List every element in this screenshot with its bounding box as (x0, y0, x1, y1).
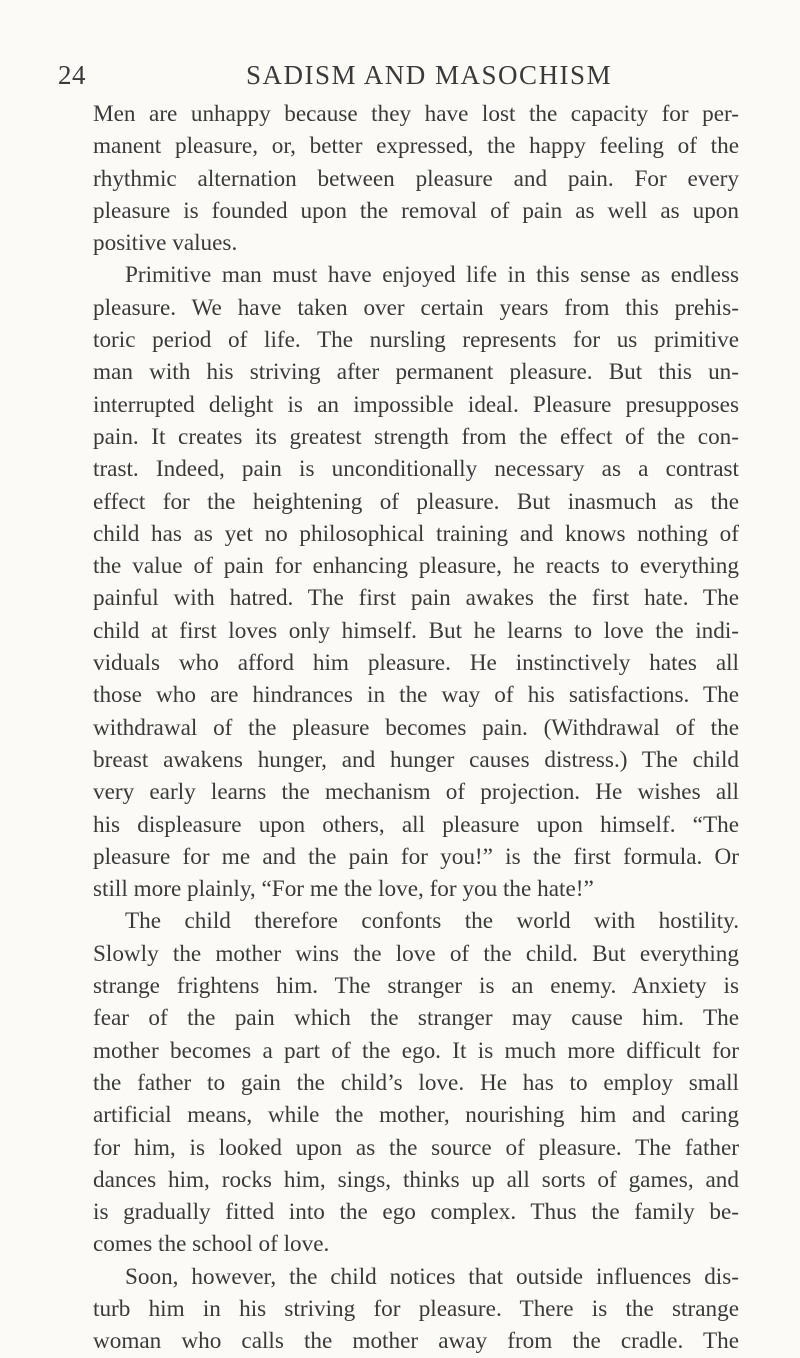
text-line: trast. Indeed, pain is unconditionally necessary as a contrast (93, 456, 739, 483)
text-line: comes the school of love. (93, 1231, 330, 1258)
text-line: those who are hindrances in the way of his satisfactions. The (93, 682, 739, 709)
text-line: Soon, however, the child notices that outside influences dis- (125, 1263, 739, 1290)
text-line: painful with hatred. The first pain awakes the first hate. The (93, 585, 739, 612)
text-line: turb him in his striving for pleasure. There is the strange (93, 1295, 739, 1322)
text-line: artificial means, while the mother, nourishing him and caring (93, 1102, 739, 1129)
text-line: The child therefore confonts the world with hostility. (125, 908, 739, 935)
text-line: rhythmic alternation between pleasure and pain. For every (93, 165, 739, 192)
text-line: pleasure for me and the pain for you!” is the first formula. Or (93, 843, 739, 870)
text-line: child has as yet no philosophical training and knows nothing of (93, 520, 739, 547)
text-line: pain. It creates its greatest strength from the effect of the con- (93, 423, 739, 450)
text-line: woman who calls the mother away from the cradle. The (93, 1328, 739, 1355)
text-line: viduals who afford him pleasure. He instinctively hates all (93, 650, 739, 677)
text-line: fear of the pain which the stranger may cause him. The (93, 1005, 739, 1032)
text-line: pleasure is founded upon the removal of pain as well as upon (93, 197, 739, 224)
text-line: the father to gain the child’s love. He has to employ small (93, 1069, 739, 1096)
text-line: interrupted delight is an impossible ideal. Pleasure presupposes (93, 391, 739, 418)
text-line: for him, is looked upon as the source of pleasure. The father (93, 1134, 739, 1161)
text-line: positive values. (93, 230, 238, 257)
text-line: withdrawal of the pleasure becomes pain. (Withdrawal of the (93, 714, 739, 741)
page-number: 24 (58, 60, 86, 90)
text-line: is gradually fitted into the ego complex. Thus the family be- (93, 1199, 739, 1226)
running-head: SADISM AND MASOCHISM (246, 60, 613, 90)
text-line: still more plainly, “For me the love, for you the hate!” (93, 876, 594, 903)
text-line: mother becomes a part of the ego. It is much more difficult for (93, 1037, 739, 1064)
text-line: very early learns the mechanism of projection. He wishes all (93, 779, 739, 806)
text-line: toric period of life. The nursling represents for us primitive (93, 327, 739, 354)
text-line: dances him, rocks him, sings, thinks up all sorts of games, and (93, 1166, 739, 1193)
text-line: breast awakens hunger, and hunger causes distress.) The child (93, 746, 739, 773)
text-line: child at first loves only himself. But he learns to love the indi- (93, 617, 739, 644)
text-line: his displeasure upon others, all pleasure upon himself. “The (93, 811, 739, 838)
text-line: man with his striving after permanent pleasure. But this un- (93, 359, 739, 386)
text-line: the value of pain for enhancing pleasure, he reacts to everything (93, 553, 739, 580)
text-line: Men are unhappy because they have lost the capacity for per- (93, 101, 739, 127)
text-line: pleasure. We have taken over certain years from this prehis- (93, 294, 739, 321)
text-line: Slowly the mother wins the love of the child. But everything (93, 940, 739, 967)
text-line: manent pleasure, or, better expressed, the happy feeling of the (93, 133, 739, 160)
page-header (0, 56, 800, 96)
text-line: Primitive man must have enjoyed life in this sense as endless (125, 262, 739, 289)
text-line: effect for the heightening of pleasure. But inasmuch as the (93, 488, 739, 515)
text-line: strange frightens him. The stranger is an enemy. Anxiety is (93, 973, 739, 1000)
body-text (93, 98, 739, 1358)
